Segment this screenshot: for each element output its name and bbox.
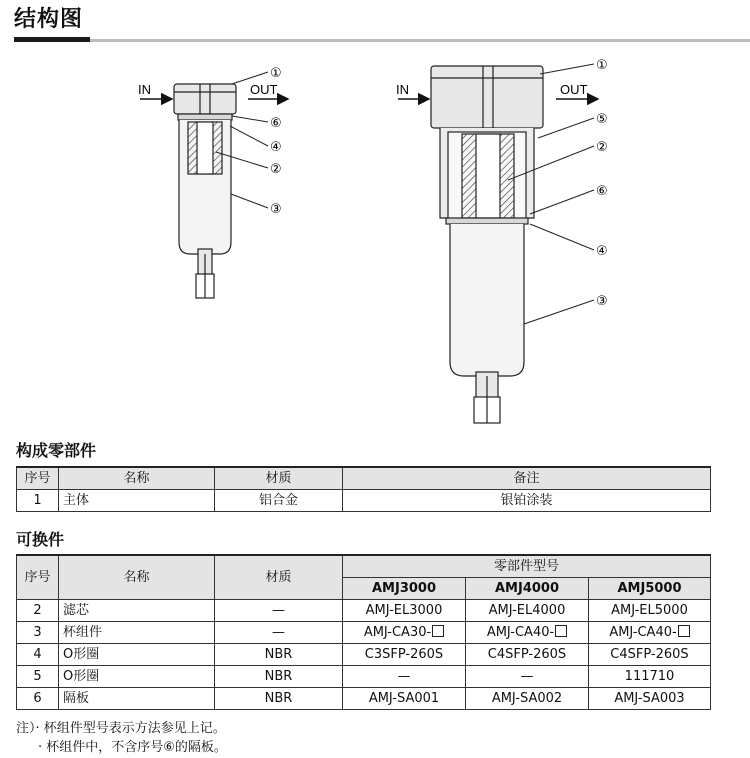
model-header-amj4000: AMJ4000 bbox=[466, 578, 589, 600]
table-row bbox=[17, 644, 711, 666]
placeholder-box-icon bbox=[432, 625, 444, 637]
cell-no: 6 bbox=[17, 688, 59, 710]
cell-part-amj4000: — bbox=[466, 666, 589, 688]
cell-no: 5 bbox=[17, 666, 59, 688]
cell-no: 3 bbox=[17, 622, 59, 644]
placeholder-box-icon bbox=[678, 625, 690, 637]
cell-material: NBR bbox=[215, 688, 343, 710]
large-callout-6: ⑥ bbox=[596, 184, 608, 199]
table-row bbox=[17, 622, 711, 644]
cell-part-amj3000: AMJ-SA001 bbox=[343, 688, 466, 710]
cell-part-amj4000: C4SFP-260S bbox=[466, 644, 589, 666]
page-title: 结构图 bbox=[14, 7, 84, 32]
cell-note: 银铂涂装 bbox=[343, 490, 711, 512]
cell-no: 1 bbox=[17, 490, 59, 512]
footnote-2: · 杯组件中，不含序号⑥的隔板。 bbox=[38, 740, 227, 755]
parts-section-title: 构成零部件 bbox=[16, 441, 97, 460]
replaceable-section-title: 可换件 bbox=[16, 530, 65, 549]
cell-name: 隔板 bbox=[59, 688, 215, 710]
cell-part-amj5000: AMJ-SA003 bbox=[589, 688, 711, 710]
cell-name: 主体 bbox=[59, 490, 215, 512]
placeholder-box-icon bbox=[555, 625, 567, 637]
parts-header-name: 名称 bbox=[59, 467, 215, 490]
model-header-amj3000: AMJ3000 bbox=[343, 578, 466, 600]
replaceable-header-part-no: 零部件型号 bbox=[343, 555, 711, 578]
cell-material: NBR bbox=[215, 666, 343, 688]
replaceable-table bbox=[16, 554, 711, 710]
footnote-1: 注）· 杯组件型号表示方法参见上记。 bbox=[16, 721, 226, 736]
small-callout-4: ④ bbox=[270, 140, 282, 155]
replaceable-header-material: 材质 bbox=[215, 555, 343, 600]
large-callout-1: ① bbox=[596, 58, 608, 73]
cell-part-amj4000: AMJ-SA002 bbox=[466, 688, 589, 710]
large-callout-5: ⑤ bbox=[596, 112, 608, 127]
small-callout-2: ② bbox=[270, 162, 282, 177]
cell-part-amj4000 bbox=[466, 622, 589, 644]
cell-part-amj5000: C4SFP-260S bbox=[589, 644, 711, 666]
cell-part-amj3000: C3SFP-260S bbox=[343, 644, 466, 666]
cell-part-amj3000: AMJ-EL3000 bbox=[343, 600, 466, 622]
parts-header-row bbox=[17, 467, 711, 490]
cell-part-amj5000: AMJ-EL5000 bbox=[589, 600, 711, 622]
cell-name: 滤芯 bbox=[59, 600, 215, 622]
cell-name: O形圈 bbox=[59, 666, 215, 688]
table-row bbox=[17, 600, 711, 622]
large-out-label: OUT bbox=[560, 82, 588, 97]
replaceable-header-no: 序号 bbox=[17, 555, 59, 600]
parts-table bbox=[16, 466, 711, 512]
table-row bbox=[17, 490, 711, 512]
table-row bbox=[17, 666, 711, 688]
large-callout-3: ③ bbox=[596, 294, 608, 309]
part-number-text: AMJ-CA40- bbox=[486, 625, 555, 640]
cell-material: 铝合金 bbox=[215, 490, 343, 512]
cell-part-amj5000: 111710 bbox=[589, 666, 711, 688]
small-callout-1: ① bbox=[270, 66, 282, 81]
cell-part-amj5000 bbox=[589, 622, 711, 644]
cell-material: — bbox=[215, 622, 343, 644]
large-callout-2: ② bbox=[596, 140, 608, 155]
cell-name: O形圈 bbox=[59, 644, 215, 666]
small-filter-drawing bbox=[174, 84, 236, 298]
part-number-text: AMJ-CA40- bbox=[609, 625, 677, 640]
large-filter-drawing bbox=[431, 66, 543, 423]
part-number-text: AMJ-CA30- bbox=[363, 625, 432, 640]
cell-material: NBR bbox=[215, 644, 343, 666]
page-header bbox=[14, 4, 750, 42]
footnotes bbox=[16, 719, 227, 757]
structure-diagram bbox=[0, 42, 750, 442]
parts-header-note: 备注 bbox=[343, 467, 711, 490]
parts-header-material: 材质 bbox=[215, 467, 343, 490]
replaceable-header-row bbox=[17, 555, 711, 578]
large-in-label: IN bbox=[396, 82, 409, 97]
model-header-amj5000: AMJ5000 bbox=[589, 578, 711, 600]
cell-part-amj3000 bbox=[343, 622, 466, 644]
small-in-label: IN bbox=[138, 82, 151, 97]
cell-name: 杯组件 bbox=[59, 622, 215, 644]
small-out-label: OUT bbox=[250, 82, 278, 97]
table-row bbox=[17, 688, 711, 710]
replaceable-header-name: 名称 bbox=[59, 555, 215, 600]
small-callout-3: ③ bbox=[270, 202, 282, 217]
cell-material: — bbox=[215, 600, 343, 622]
cell-part-amj3000: — bbox=[343, 666, 466, 688]
cell-no: 4 bbox=[17, 644, 59, 666]
parts-header-no: 序号 bbox=[17, 467, 59, 490]
small-callout-6: ⑥ bbox=[270, 116, 282, 131]
large-callout-4: ④ bbox=[596, 244, 608, 259]
cell-part-amj4000: AMJ-EL4000 bbox=[466, 600, 589, 622]
cell-no: 2 bbox=[17, 600, 59, 622]
